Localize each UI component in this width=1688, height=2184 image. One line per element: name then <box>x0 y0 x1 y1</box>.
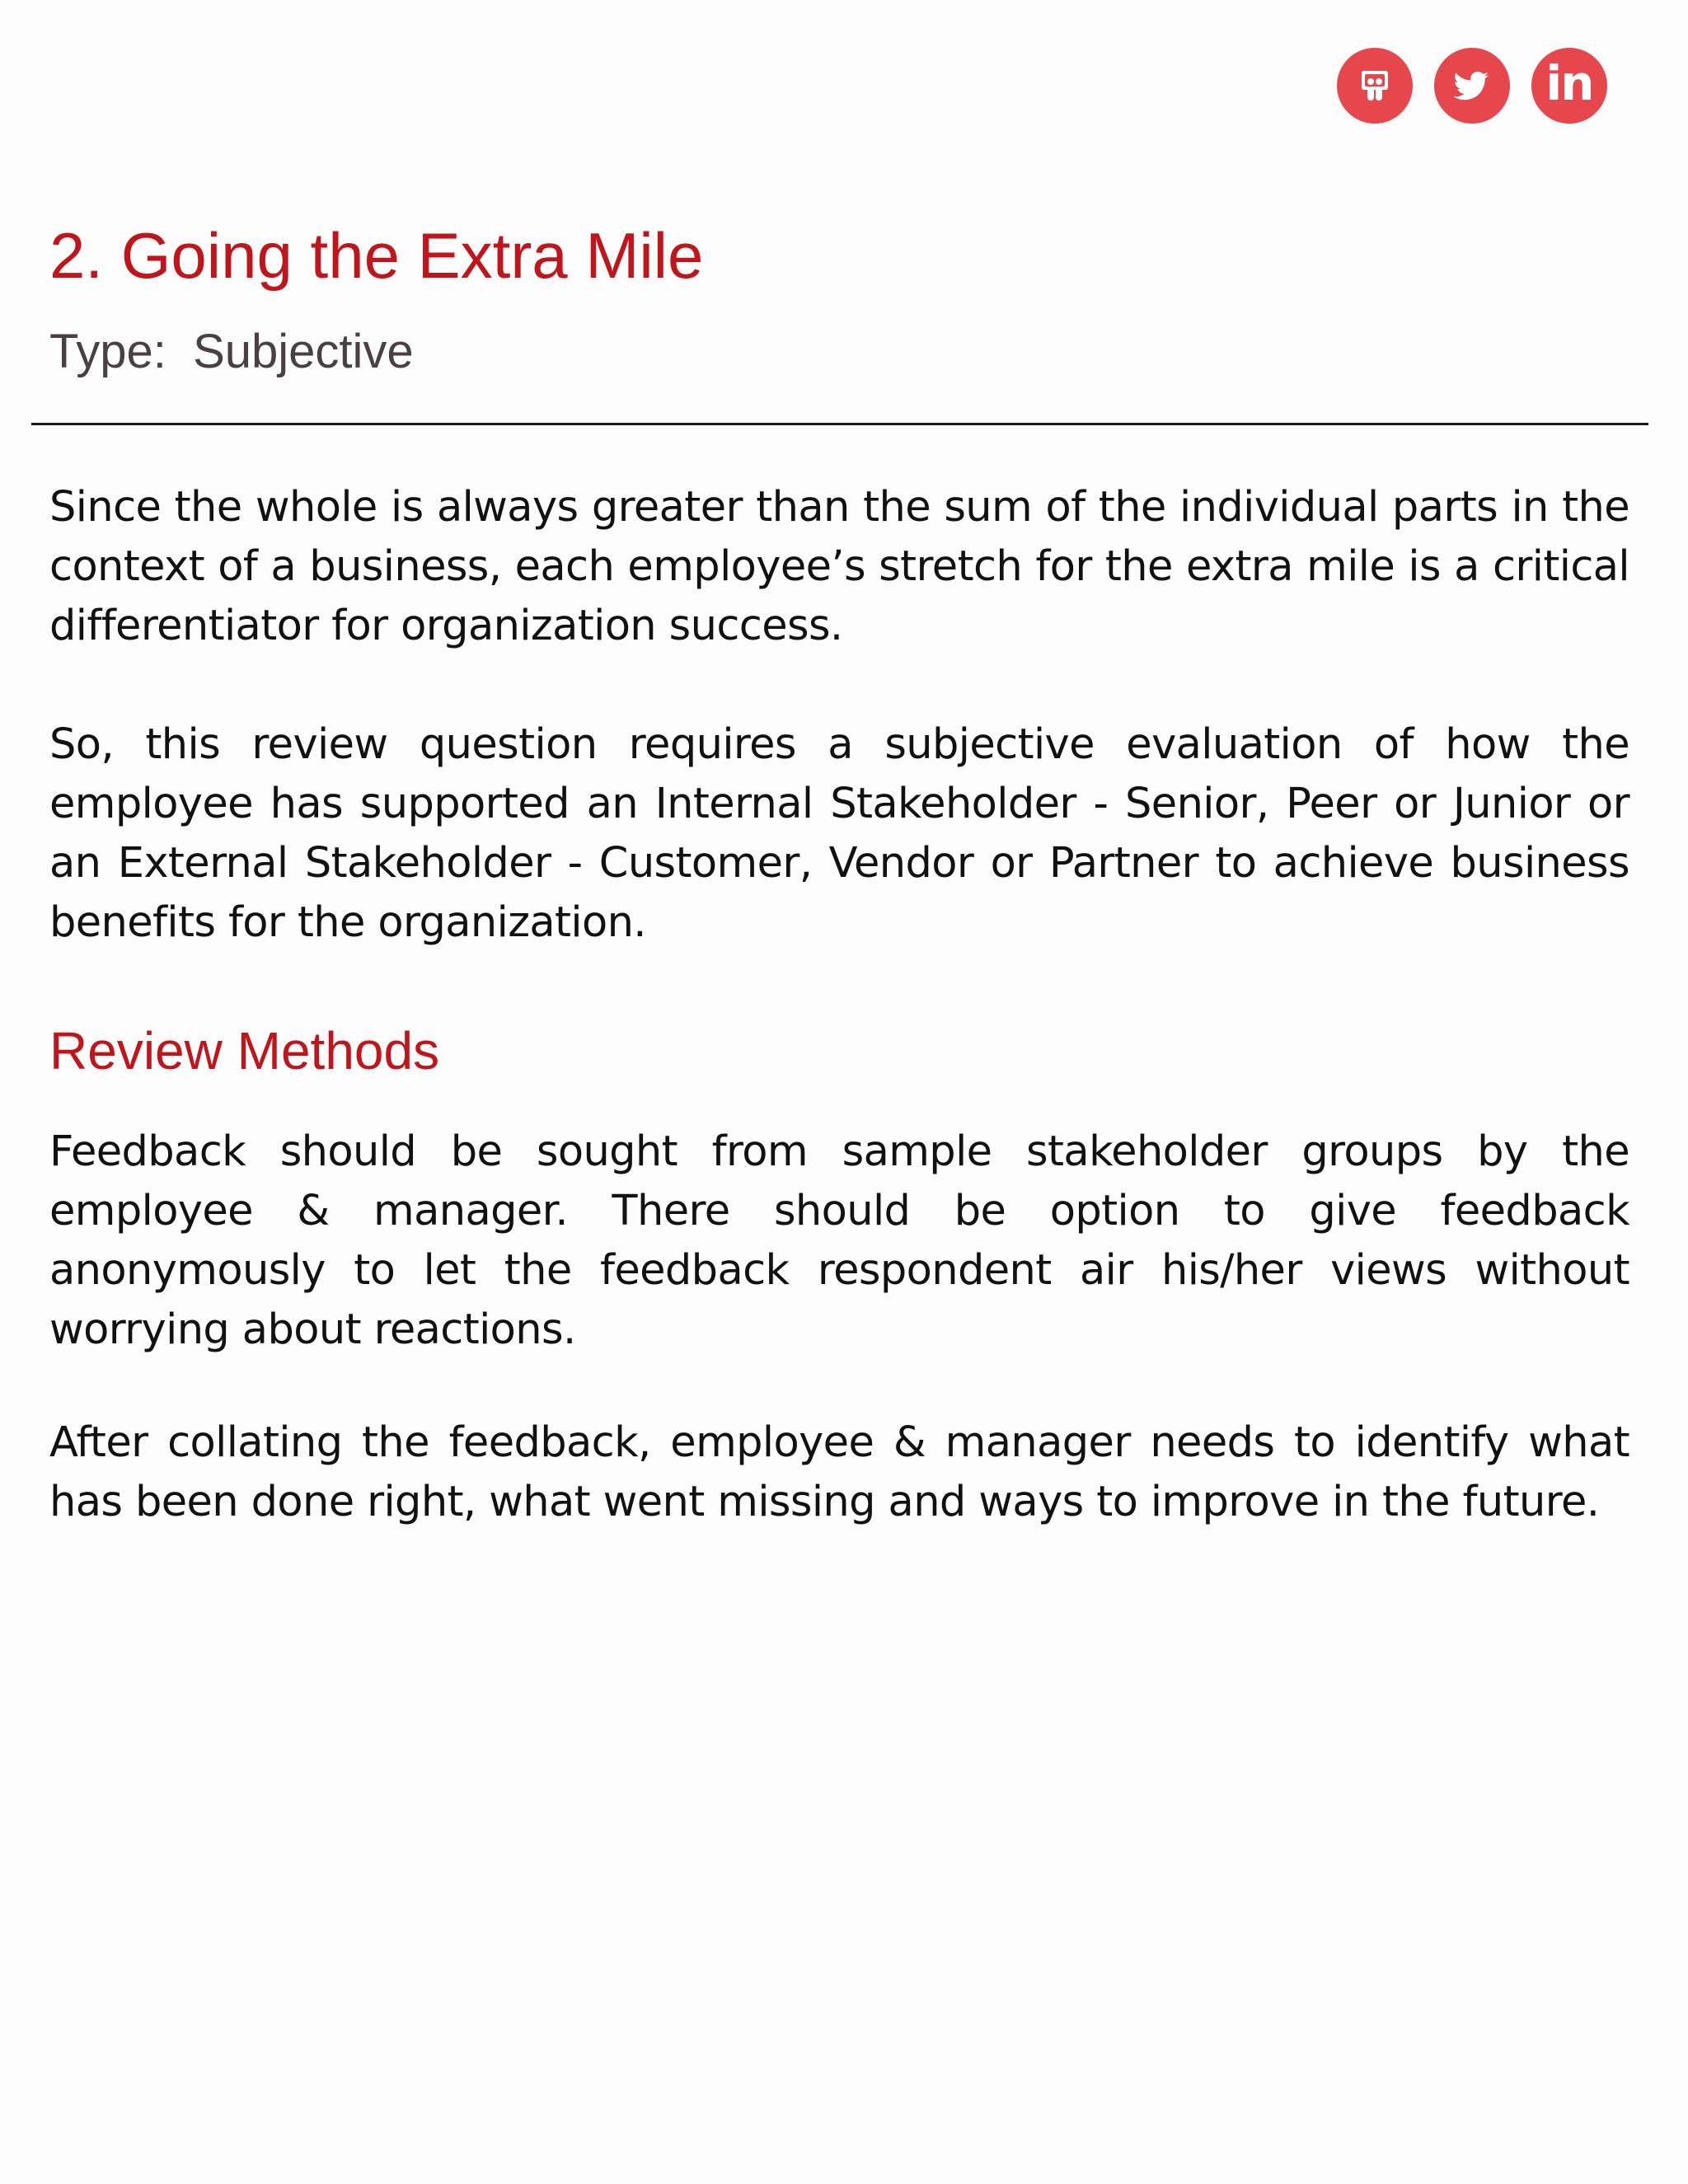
linkedin-label: in <box>1545 55 1593 111</box>
slideshare-glyph <box>1354 65 1395 106</box>
collation-paragraph: After collating the feedback, employee & manager needs to identify what has been done right, what went missing and ways to improve in the future. <box>49 1418 1629 1526</box>
review-methods-heading: Review Methods <box>49 1021 440 1080</box>
slideshare-icon[interactable] <box>1337 48 1413 124</box>
divider <box>31 423 1648 425</box>
page-title: 2. Going the Extra Mile <box>49 219 704 292</box>
question-type: Type: Subjective <box>49 325 414 378</box>
linkedin-icon[interactable] <box>1531 48 1607 124</box>
feedback-paragraph: Feedback should be sought from sample stakeholder groups by the employee & manager. There should be option to give feedback anonymously to let the feedback respondent air his/her views without worrying about reactions. <box>49 1127 1629 1354</box>
evaluation-paragraph: So, this review question requires a subjective evaluation of how the employee has supported an Internal Stakeholder - Senior, Peer or Junior or an External Stakeholder - Customer, Vendor or Partner to achieve business benefits for the organization. <box>49 720 1629 947</box>
twitter-icon[interactable] <box>1434 48 1510 124</box>
intro-paragraph: Since the whole is always greater than the sum of the individual parts in the context of a business, each employee’s stretch for the extra mile is a critical differentiator for organization success. <box>49 483 1629 650</box>
twitter-glyph <box>1449 63 1495 109</box>
social-links <box>1337 48 1607 124</box>
